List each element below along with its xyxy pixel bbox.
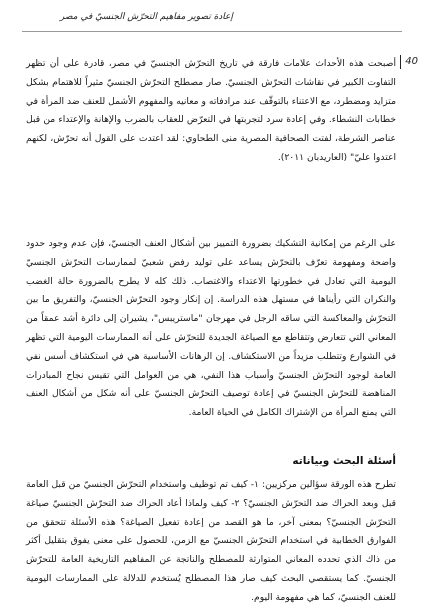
header-divider bbox=[22, 31, 402, 32]
paragraph-3 bbox=[26, 476, 396, 608]
paragraph-1-text: أصبحت هذه الأحداث علامات فارقة في تاريخ التحرّش الجنسيّ في مصر، قادرة على أن تظهر التفاوت الكبير في نقاشات التحرّش الجنسيّ. صار مصطلح التحرّش الجنسيّ مثيراً للاهتمام بشكل متزايد ومضطرد، مع الاعتناء بالتوقّف عند مرادفاته و معانيه والمفهوم الأشمل للعنف ضد المرأة في خطابات النشطاء. وفي إعادة سرد لتجربتها في التعرّض للعقاب بالضرب والإهانة والإعتداء من قبل عناصر الشرطة، لفتت الصحافية المصرية منى الطحاوي: لقد اعتدت على القول أنه تحرّش، لكنهم اعتدوا عليّ" (العاريدبان ٢٠١١). bbox=[26, 58, 396, 163]
page-number-bar bbox=[400, 55, 401, 69]
page-number: 40 bbox=[405, 56, 418, 67]
paragraph-2-text: على الرغم من إمكانية التشكيك بضرورة التمييز بين أشكال العنف الجنسيّ، فإن عدم وجود حدود واضحة ومفهومة تعرّف بالتحرّش يساعد على توليد رفض شعبيّ لممارسات التحرّش الجنسيّ اليومية التي تعادل في خطورتها الاعتداء والاغتصاب. ذلك كله لا يطرح بالضرورة حالة الغضب والنكران التي رأيناها في مستهل هذه الدراسة. إن إنكار وجود التحرّش الجنسيّ، والتفريق ما بين التحرّش والمعاكسة التي ساقه الرجل في مهرجان "ماستريبس"، يشيران إلى دائرة أشد عمقاً من المعاني التي تتعارض وتتقاطع مع الصياغة الجديدة للتحرّش على أنه الممارسات اليومية التي تظهر في الشوارع وتتطلب مزيداً من الاستكشاف. إن الرهانات الأساسية هي في استكشاف أسس نفي العامة لوجود التحرّش الجنسيّ وأسباب هذا النفي، هي من العوامل التي تقيس نجاح المبادرات المناهضة للتحرّش الجنسيّ في إعادة توصيف التحرّش الجنسيّ على أنه شكل من أشكال العنف التي يمنع المرأة من الإشتراك الكامل في الحياة العامة. bbox=[26, 238, 396, 419]
paragraph-3-text: تطرح هذه الورقة سؤالين مركزيين: ١- كيف تم توظيف واستخدام التحرّش الجنسيّ من قبل العامة قبل وبعد الحراك ضد التحرّش الجنسيّ؟ ٢- كيف ولماذا أعاد الحراك ضد التحرّش الجنسيّ صياغة التحرّش الجنسيّ؟ بمعنى آخر، ما هو القصد من إعادة تفعيل الصياغة؟ هذه الأسئلة تتحقق من الفوارق الخطابية في استخدام التحرّش الجنسيّ مع الزمن، للحصول على معنى يفوق بتقليل أكثر من ذاك الذي تحدده المعاني المتوارثة للمصطلح والناتجة عن المفاهيم التاريخية العامة للتحرّش الجنسيّ. كما يستقصي البحث كيف صار هذا المصطلح يُستخدم للدلالة على الممارسات اليومية للعنف الجنسيّ، كما هي مفهومة اليوم. bbox=[26, 479, 396, 603]
paragraph-1 bbox=[26, 55, 396, 168]
paragraph-2 bbox=[26, 235, 396, 423]
running-title: إعادة تصوير مفاهيم التحرّش الجنسيّ في مصر bbox=[60, 12, 233, 22]
section-heading: أسئلة البحث وبياناته bbox=[292, 455, 396, 467]
